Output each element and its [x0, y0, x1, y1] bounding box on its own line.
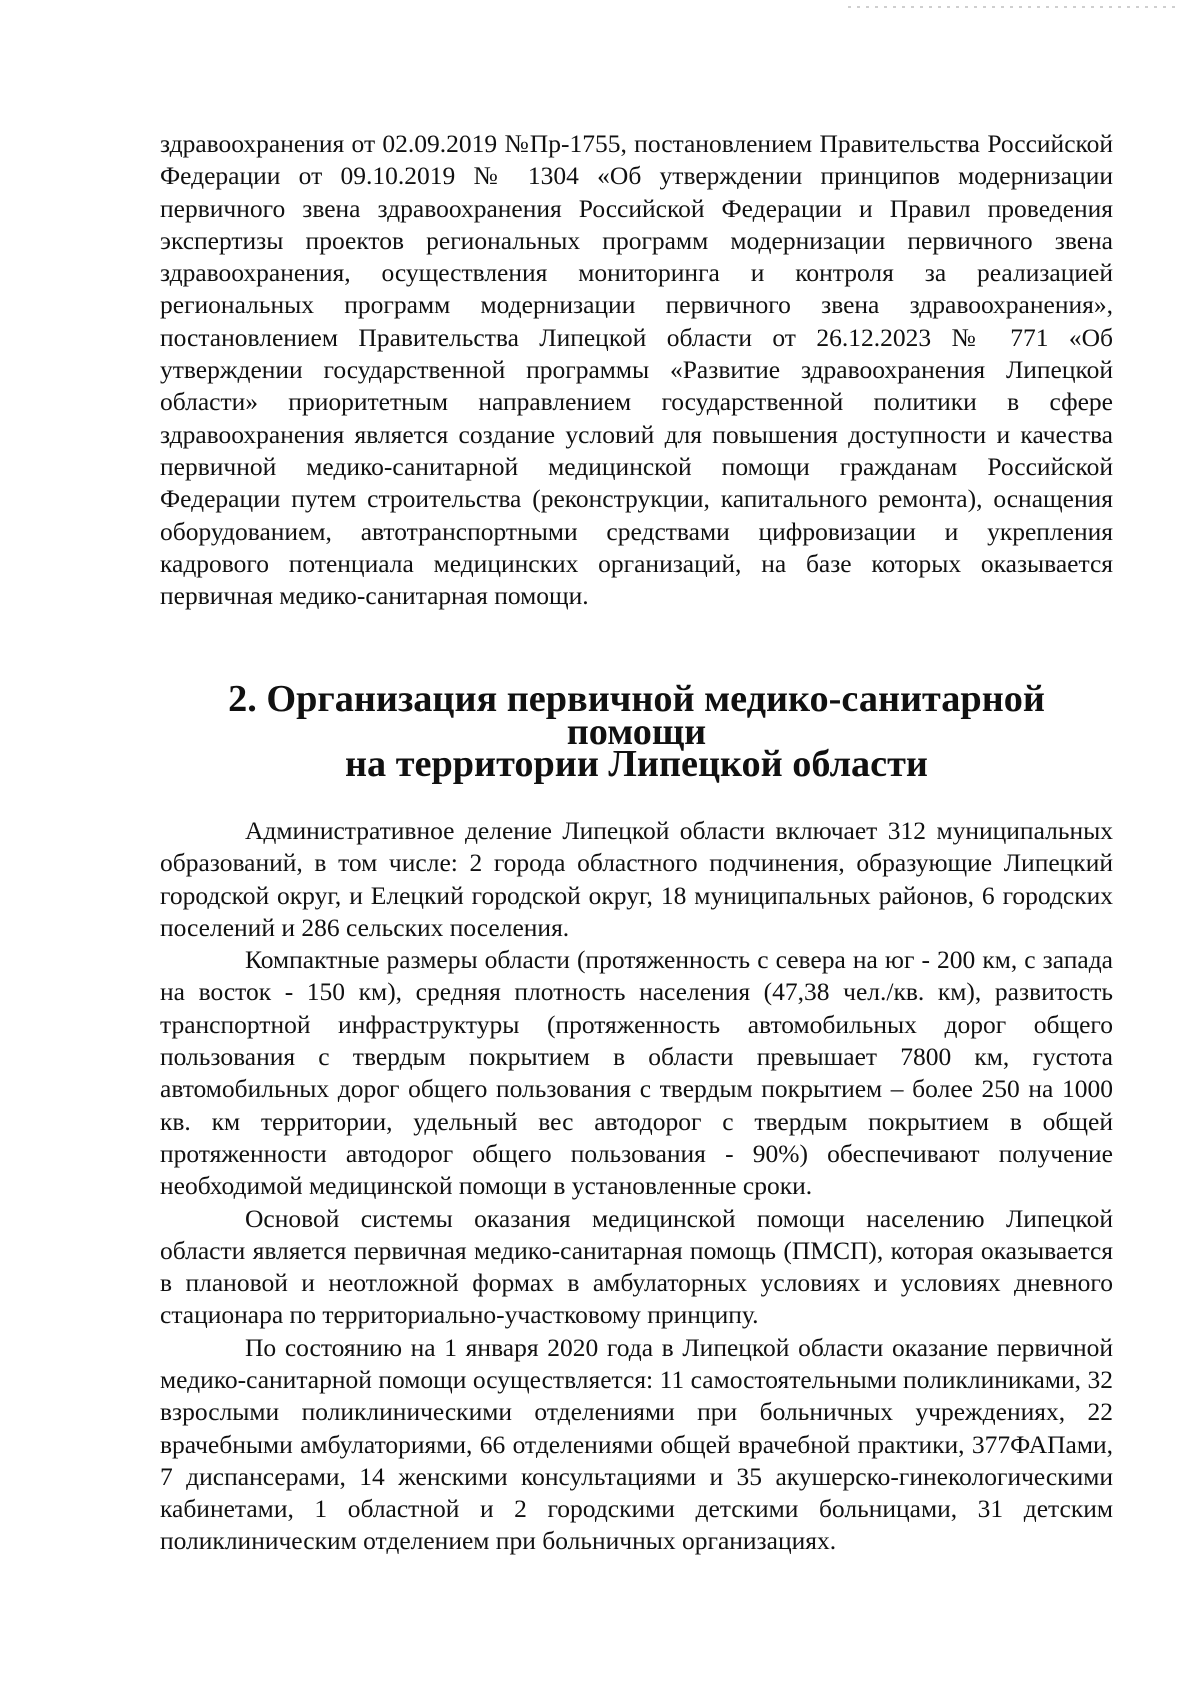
paragraph-region-size: Компактные размеры области (протяженность с севера на юг - 200 км, с запада на восток - 150 км), средняя плотность населения (47,38 чел./кв. км), развитость транспортной инфраструктуры (протяженность автомобильных дорог общего пользования с твердым покрытием в области превышает 7800 км, густота автомобильных дорог общего пользования с твердым покрытием – более 250 на 1000 кв. км территории, удельный вес автодорог с твердым покрытием в общей протяженности автодорог общего пользования - 90%) обеспечивают получение необходимой медицинской помощи в установленные сроки. [160, 945, 1113, 1201]
section-heading-line-2: на территории Липецкой области [345, 743, 928, 786]
intro-paragraph: здравоохранения от 02.09.2019 №Пр-1755, постановлением Правительства Российской Федерации от 09.10.2019 № 1304 «Об утверждении принципов модернизации первичного звена здравоохранения Российской Федерации и Правил проведения экспертизы проектов региональных программ модернизации первичного звена здравоохранения, осуществления мониторинга и контроля за реализацией региональных программ модернизации первичного звена здравоохранения», постановлением Правительства Липецкой области от 26.12.2023 № 771 «Об утверждении государственной программы «Развитие здравоохранения Липецкой области» приоритетным направлением государственной политики в сфере здравоохранения является создание условий для повышения доступности и качества первичной медико-санитарной медицинской помощи гражданам Российской Федерации путем строительства (реконструкции, капитального ремонта), оснащения оборудованием, автотранспортными средствами цифровизации и укрепления кадрового потенциала медицинских организаций, на базе которых оказывается первичная медико-санитарная помощи. [160, 129, 1113, 611]
section-heading [160, 678, 1113, 786]
section-heading-line-1: 2. Организация первичной медико-санитарной помощи [228, 678, 1045, 753]
paragraph-facilities-count: По состоянию на 1 января 2020 года в Липецкой области оказание первичной медико-санитарной помощи осуществляется: 11 самостоятельными поликлиниками, 32 взрослыми поликлиническими отделениями при больничных учреждениях, 22 врачебными амбулаториями, 66 отделениями общей врачебной практики, 377ФАПами, 7 диспансерами, 14 женскими консультациями и 35 акушерско-гинекологическими кабинетами, 1 областной и 2 городскими детскими больницами, 31 детским поликлиническим отделением при больничных организациях. [160, 1332, 1113, 1556]
scan-artifact-line [848, 6, 1178, 8]
paragraph-administrative-division: Административное деление Липецкой области включает 312 муниципальных образований, в том числе: 2 города областного подчинения, образующие Липецкий городской округ, и Елецкий городской округ, 18 муниципальных районов, 6 городских поселений и 286 сельских поселения. [160, 815, 1113, 942]
paragraph-pmsp-basis: Основой системы оказания медицинской помощи населению Липецкой области является первичная медико-санитарная помощь (ПМСП), которая оказывается в плановой и неотложной формах в амбулаторных условиях и условиях дневного стационара по территориально-участковому принципу. [160, 1203, 1113, 1330]
document-page [160, 128, 1113, 1558]
